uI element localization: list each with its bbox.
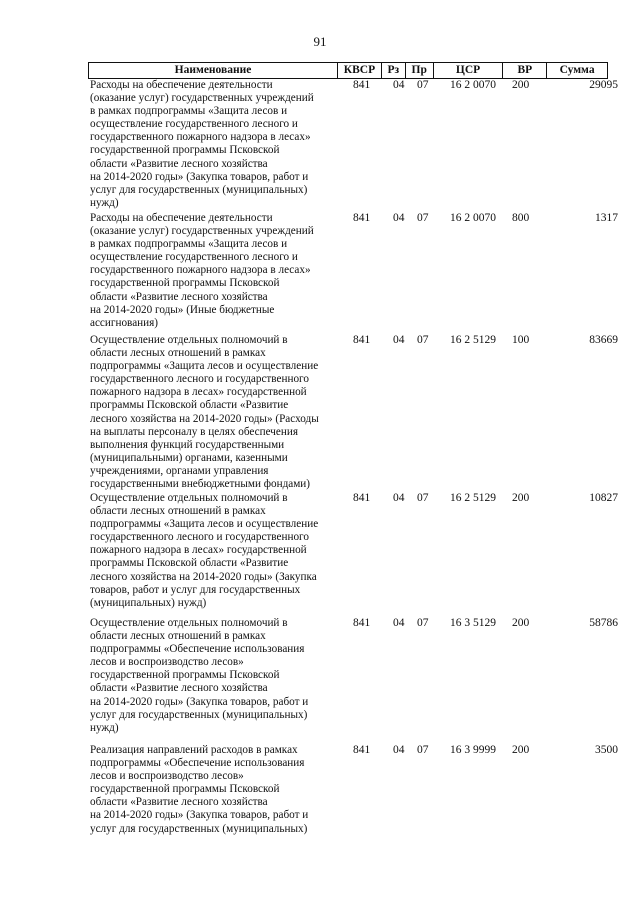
- header-pr: Пр: [406, 63, 434, 78]
- row-csr: 16 3 9999: [450, 744, 496, 756]
- page-number: 91: [313, 34, 327, 49]
- header-name: Наименование: [89, 63, 338, 78]
- row-sum: 1317: [595, 212, 618, 224]
- row-kvsr: 841: [353, 334, 371, 346]
- row-pr: 07: [417, 79, 429, 91]
- row-csr: 16 2 0070: [450, 212, 496, 224]
- row-name: Расходы на обеспечение деятельности (оказание услуг) государственных учреждений в рамках подпрограммы «Защита лесов и осуществление государственного лесного и государственного пожарного надзора в лесах» государственной программы Псковской области «Развитие лесного хозяйства на 2014-2020 годы» (Иные бюджетные ассигнования): [90, 212, 314, 329]
- row-kvsr: 841: [353, 744, 371, 756]
- row-sum: 58786: [589, 617, 618, 629]
- row-name: Реализация направлений расходов в рамках подпрограммы «Обеспечение использования лесов и воспроизводство лесов» государственной программы Псковской области «Развитие лесного хозяйства на 2014-2020 годы» (Закупка товаров, работ и услуг для государственных (муниципальных): [90, 744, 309, 835]
- header-csr: ЦСР: [434, 63, 504, 78]
- row-pr: 07: [417, 744, 429, 756]
- row-name: Расходы на обеспечение деятельности (оказание услуг) государственных учреждений в рамках подпрограммы «Защита лесов и осуществление государственного лесного и государственного пожарного надзора в лесах» государственной программы Псковской области «Развитие лесного хозяйства на 2014-2020 годы» (Закупка товаров, работ и услуг для государственных (муниципальных) нужд): [90, 79, 314, 209]
- row-pr: 07: [417, 212, 429, 224]
- row-rz: 04: [393, 334, 405, 346]
- row-name: Осуществление отдельных полномочий в области лесных отношений в рамках подпрограммы «Защита лесов и осуществление государственного лесного и государственного пожарного надзора в лесах» государственной программы Псковской области «Развитие лесного хозяйства на 2014-2020 годы» (Закупка товаров, работ и услуг для государственных (муниципальных) нужд): [90, 492, 319, 609]
- row-name: Осуществление отдельных полномочий в области лесных отношений в рамках подпрограммы «Обеспечение использования лесов и воспроизводство лесов» государственной программы Псковской области «Развитие лесного хозяйства на 2014-2020 годы» (Закупка товаров, работ и услуг для государственных (муниципальных) нужд): [90, 617, 309, 734]
- row-vr: 200: [512, 79, 530, 91]
- row-vr: 800: [512, 212, 530, 224]
- row-csr: 16 2 0070: [450, 79, 496, 91]
- row-sum: 83669: [589, 334, 618, 346]
- row-rz: 04: [393, 492, 405, 504]
- header-sum: Сумма: [559, 64, 595, 76]
- row-rz: 04: [393, 744, 405, 756]
- row-vr: 200: [512, 744, 530, 756]
- row-name: Осуществление отдельных полномочий в области лесных отношений в рамках подпрограммы «Защита лесов и осуществление государственного лесного и государственного пожарного надзора в лесах» государственной программы Псковской области «Развитие лесного хозяйства на 2014-2020 годы» (Расходы на выплаты персоналу в целях обеспечения выполнения функций государственными (муниципальными) органами, казенными учреждениями, органами управления государственными внебюджетными фондами): [90, 334, 319, 491]
- header-rz: Рз: [382, 63, 406, 78]
- row-pr: 07: [417, 334, 429, 346]
- row-vr: 200: [512, 492, 530, 504]
- row-rz: 04: [393, 617, 405, 629]
- row-sum: 10827: [589, 492, 618, 504]
- row-csr: 16 2 5129: [450, 334, 496, 346]
- row-pr: 07: [417, 617, 429, 629]
- row-csr: 16 2 5129: [450, 492, 496, 504]
- row-rz: 04: [393, 79, 405, 91]
- table-header: [88, 62, 608, 79]
- row-sum: 29095: [589, 79, 618, 91]
- row-kvsr: 841: [353, 79, 371, 91]
- header-kvsr: КВСР: [338, 63, 382, 78]
- row-kvsr: 841: [353, 212, 371, 224]
- row-kvsr: 841: [353, 492, 371, 504]
- row-csr: 16 3 5129: [450, 617, 496, 629]
- row-rz: 04: [393, 212, 405, 224]
- budget-table: [88, 62, 618, 835]
- row-kvsr: 841: [353, 617, 371, 629]
- row-vr: 200: [512, 617, 530, 629]
- header-vr: ВР: [503, 63, 547, 78]
- row-sum: 3500: [595, 744, 618, 756]
- row-pr: 07: [417, 492, 429, 504]
- row-vr: 100: [512, 334, 530, 346]
